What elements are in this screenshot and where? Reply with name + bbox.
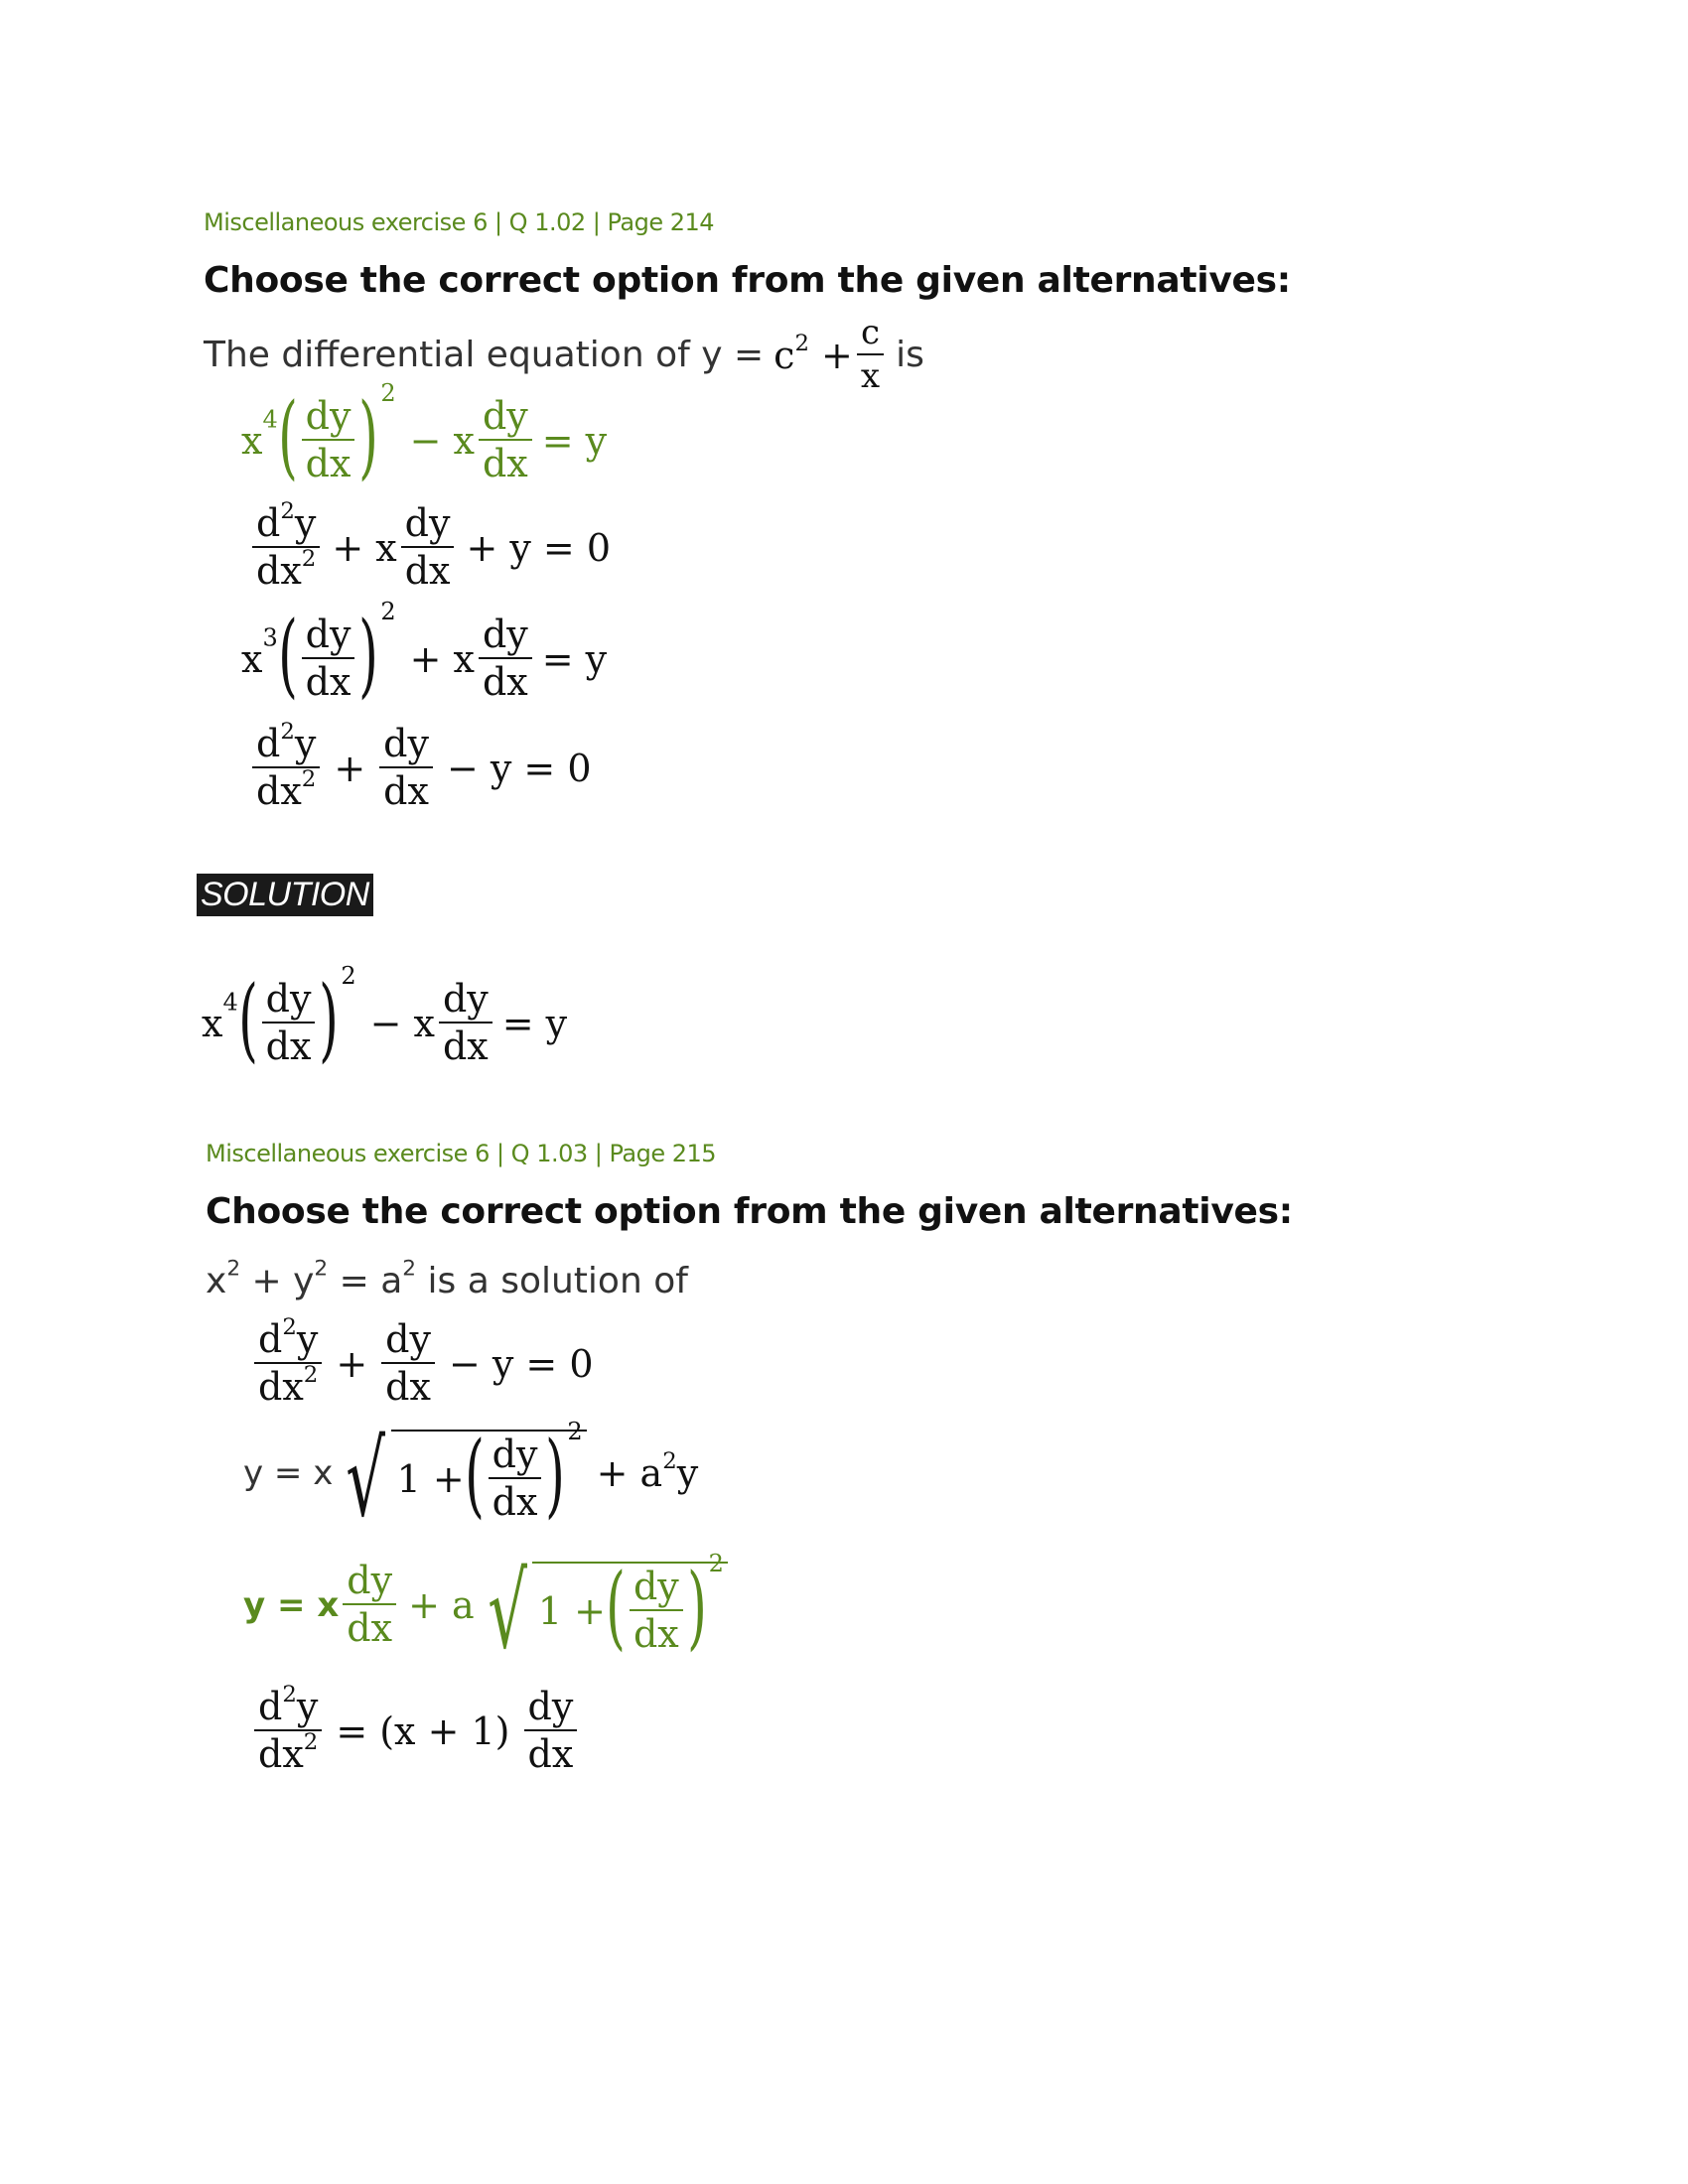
- question-2-option-2[interactable]: y = x √ 1 + ( $\frac{dy}{dx}$ ) 2 + $a^2y$: [243, 1418, 699, 1540]
- question-1-option-3[interactable]: $x^3$ ( $\frac{dy}{dx}$ ) 2 + x $\frac{dy}{dx}$ = y: [241, 598, 608, 708]
- question-2-meta: Miscellaneous exercise 6 | Q 1.03 | Page 215: [206, 1140, 717, 1167]
- question-1-option-4[interactable]: $\frac{d^2y}{dx^2}$ + $\frac{dy}{dx}$ − y = 0: [248, 725, 592, 812]
- question-2-option-1[interactable]: $\frac{d^2y}{dx^2}$ + $\frac{dy}{dx}$ − y = 0: [250, 1320, 594, 1408]
- question-2-stem: [206, 1256, 688, 1301]
- question-1-prompt: Choose the correct option from the given alternatives:: [204, 260, 1291, 301]
- question-1-meta: Miscellaneous exercise 6 | Q 1.02 | Page 214: [204, 208, 715, 236]
- question-1-option-1[interactable]: $x^4$ ( $\frac{dy}{dx}$ ) 2 − x $\frac{dy}{dx}$ = y: [241, 379, 608, 489]
- question-2-option-3[interactable]: y = x $\frac{dy}{dx}$ + a √ 1 + ( $\frac{dy}{dx}$ ) 2: [243, 1554, 728, 1657]
- question-1-stem-suffix: is: [896, 335, 924, 376]
- solution-label[interactable]: SOLUTION: [197, 874, 373, 916]
- question-1-stem-prefix: The differential equation of y =: [204, 335, 765, 376]
- question-2-stem-text: $x^2 + y^2 = a^2$ is a solution of: [206, 1256, 688, 1301]
- solution-equation: $x^4$ ( $\frac{dy}{dx}$ ) 2 − x $\frac{dy}{dx}$ = y: [202, 962, 568, 1072]
- question-1-option-2[interactable]: $\frac{d^2y}{dx^2}$ + x $\frac{dy}{dx}$ + y = 0: [248, 504, 611, 592]
- question-2-prompt: Choose the correct option from the given alternatives:: [206, 1191, 1293, 1232]
- question-2-option-4[interactable]: $\frac{d^2y}{dx^2}$ = (x + 1) $\frac{dy}{dx}$: [250, 1688, 581, 1775]
- question-1-stem: The differential equation of y = $c^2$ + $\frac{c}{x}$ is: [204, 313, 924, 396]
